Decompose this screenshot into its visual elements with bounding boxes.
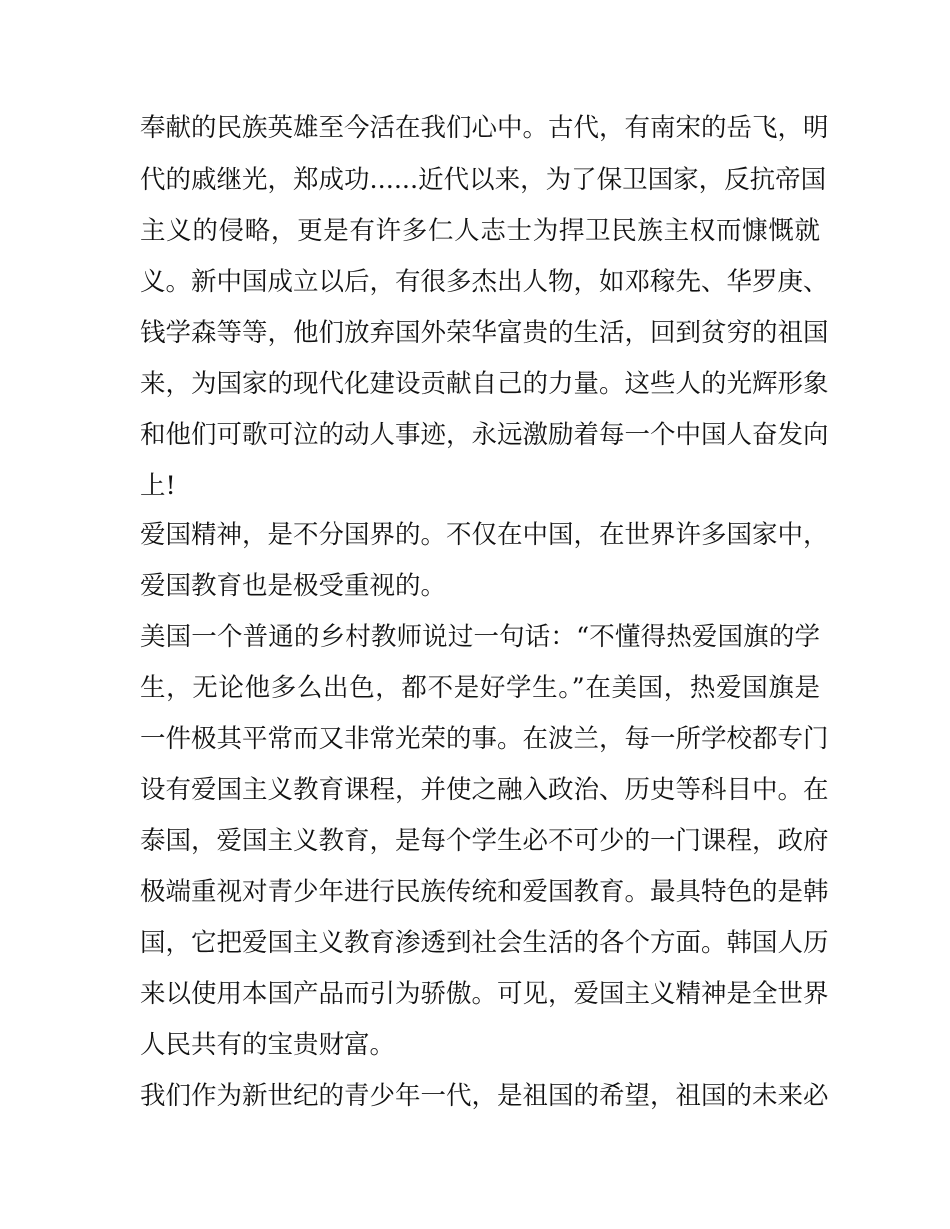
text-line: 美国一个普通的乡村教师说过一句话：“不懂得热爱国旗的学 bbox=[140, 622, 820, 652]
text-line: 奉献的民族英雄至今活在我们心中。古代，有南宋的岳飞，明 bbox=[140, 113, 829, 143]
text-line: 义。新中国成立以后，有很多杰出人物，如邓稼先、华罗庚、 bbox=[140, 267, 829, 297]
text-line: 来以使用本国产品而引为骄傲。可见，爱国主义精神是全世界 bbox=[140, 979, 829, 1009]
text-line: 国，它把爱国主义教育渗透到社会生活的各个方面。韩国人历 bbox=[140, 928, 829, 958]
text-line: 爱国精神，是不分国界的。不仅在中国，在世界许多国家中， bbox=[140, 520, 829, 550]
text-line: 上! bbox=[140, 471, 176, 501]
text-line: 代的戚继光，郑成功......近代以来，为了保卫国家，反抗帝国 bbox=[140, 165, 827, 195]
text-line: 来，为国家的现代化建设贡献自己的力量。这些人的光辉形象 bbox=[140, 369, 829, 399]
text-line: 和他们可歌可泣的动人事迹，永远激励着每一个中国人奋发向 bbox=[140, 420, 829, 450]
text-line: 主义的侵略，更是有许多仁人志士为捍卫民族主权而慷慨就 bbox=[140, 216, 820, 246]
text-line: 泰国，爱国主义教育，是每个学生必不可少的一门课程，政府 bbox=[140, 826, 829, 856]
text-line: 一件极其平常而又非常光荣的事。在波兰，每一所学校都专门 bbox=[140, 724, 829, 754]
text-line: 极端重视对青少年进行民族传统和爱国教育。最具特色的是韩 bbox=[140, 877, 829, 907]
text-line: 设有爱国主义教育课程，并使之融入政治、历史等科目中。在 bbox=[140, 775, 829, 805]
text-line: 钱学森等等，他们放弃国外荣华富贵的生活，回到贫穷的祖国 bbox=[140, 318, 829, 348]
text-line: 生，无论他多么出色，都不是好学生。”在美国，热爱国旗是 bbox=[140, 673, 820, 703]
text-line: 我们作为新世纪的青少年一代，是祖国的希望，祖国的未来必 bbox=[140, 1081, 829, 1111]
text-line: 人民共有的宝贵财富。 bbox=[140, 1030, 396, 1060]
text-line: 爱国教育也是极受重视的。 bbox=[140, 571, 447, 601]
